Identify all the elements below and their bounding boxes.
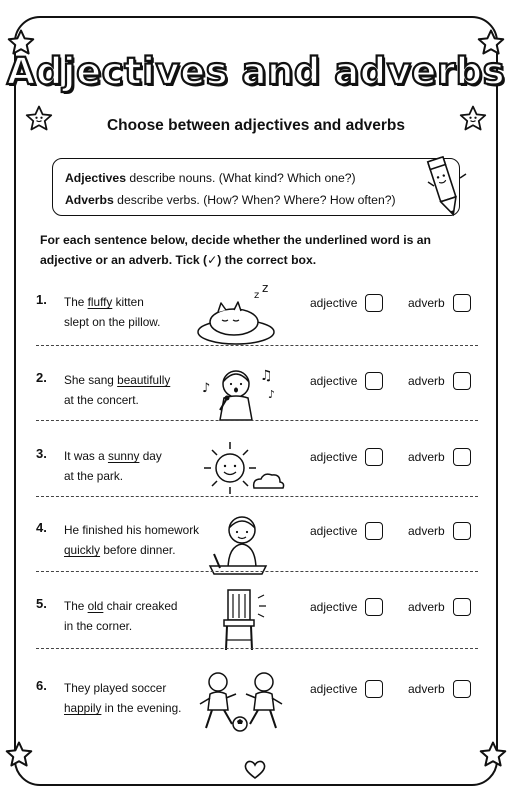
question-sentence: It was a sunny day at the park. (64, 449, 162, 483)
adverb-checkbox[interactable] (453, 598, 471, 616)
underlined-word: quickly (64, 543, 101, 557)
svg-text:z: z (262, 284, 269, 295)
question-sentence: The fluffy kitten slept on the pillow. (64, 295, 161, 329)
svg-text:z: z (254, 290, 260, 301)
heart-icon (243, 758, 267, 780)
question-number: 6. (36, 678, 47, 693)
instructions: For each sentence below, decide whether the underlined word is an adjective or an adverb. Tick (✓) the correct box. (40, 233, 431, 267)
adjective-checkbox[interactable] (365, 522, 383, 540)
adjective-option: adjective (310, 372, 383, 390)
adverb-option: adverb (408, 680, 471, 698)
dashed-divider (36, 345, 478, 346)
adjective-checkbox[interactable] (365, 598, 383, 616)
question-row (36, 670, 476, 740)
star-icon (4, 740, 34, 770)
question-number: 1. (36, 292, 47, 307)
adverb-option: adverb (408, 598, 471, 616)
kids-soccer-icon (184, 670, 294, 734)
page-title: Adjectives and adverbs (6, 50, 506, 93)
adverb-option: adverb (408, 522, 471, 540)
dashed-divider (36, 420, 478, 421)
adverbs-definition: describe verbs. (How? When? Where? How often?) (113, 193, 396, 207)
adverb-checkbox[interactable] (453, 680, 471, 698)
adverbs-term: Adverbs (65, 193, 114, 207)
dashed-divider (36, 571, 478, 572)
question-number: 5. (36, 596, 47, 611)
question-number: 4. (36, 520, 47, 535)
boy-writing-icon (184, 512, 294, 576)
underlined-word: beautifully (117, 373, 171, 387)
dashed-divider (36, 496, 478, 497)
underlined-word: fluffy (87, 295, 113, 309)
pencil-mascot-icon (420, 152, 468, 220)
adjectives-term: Adjectives (65, 171, 126, 185)
question-row (36, 362, 476, 432)
sleeping-kitten-icon (184, 284, 294, 348)
question-row (36, 284, 476, 354)
underlined-word: old (87, 599, 104, 613)
singing-girl-icon (184, 362, 294, 426)
svg-text:♪: ♪ (202, 381, 211, 396)
question-number: 3. (36, 446, 47, 461)
adverb-option: adverb (408, 294, 471, 312)
svg-text:♪: ♪ (268, 388, 276, 401)
adjective-option: adjective (310, 680, 383, 698)
old-chair-icon (184, 588, 294, 652)
question-number: 2. (36, 370, 47, 385)
adverb-checkbox[interactable] (453, 448, 471, 466)
subtitle: Choose between adjectives and adverbs (106, 117, 406, 134)
question-row (36, 438, 476, 508)
adverb-option: adverb (408, 372, 471, 390)
underlined-word: sunny (107, 449, 140, 463)
adjective-checkbox[interactable] (365, 294, 383, 312)
adverb-checkbox[interactable] (453, 522, 471, 540)
adverb-option: adverb (408, 448, 471, 466)
adjective-checkbox[interactable] (365, 680, 383, 698)
adjective-option: adjective (310, 448, 383, 466)
adjectives-definition: describe nouns. (What kind? Which one?) (125, 171, 356, 185)
adverb-checkbox[interactable] (453, 372, 471, 390)
underlined-word: happily (64, 701, 102, 715)
adjective-checkbox[interactable] (365, 448, 383, 466)
adverb-checkbox[interactable] (453, 294, 471, 312)
dashed-divider (36, 648, 478, 649)
svg-text:♫: ♫ (260, 368, 273, 384)
star-icon (478, 740, 508, 770)
question-sentence: He finished his homework quickly before dinner. (64, 523, 200, 557)
question-sentence: They played soccer happily in the evening. (64, 681, 182, 715)
definition-box (52, 158, 460, 216)
sun-cloud-icon (184, 438, 294, 502)
adjective-option: adjective (310, 598, 383, 616)
adjective-option: adjective (310, 522, 383, 540)
question-sentence: She sang beautifully at the concert. (64, 373, 171, 407)
question-sentence: The old chair creaked in the corner. (64, 599, 178, 633)
adjective-option: adjective (310, 294, 383, 312)
adjective-checkbox[interactable] (365, 372, 383, 390)
